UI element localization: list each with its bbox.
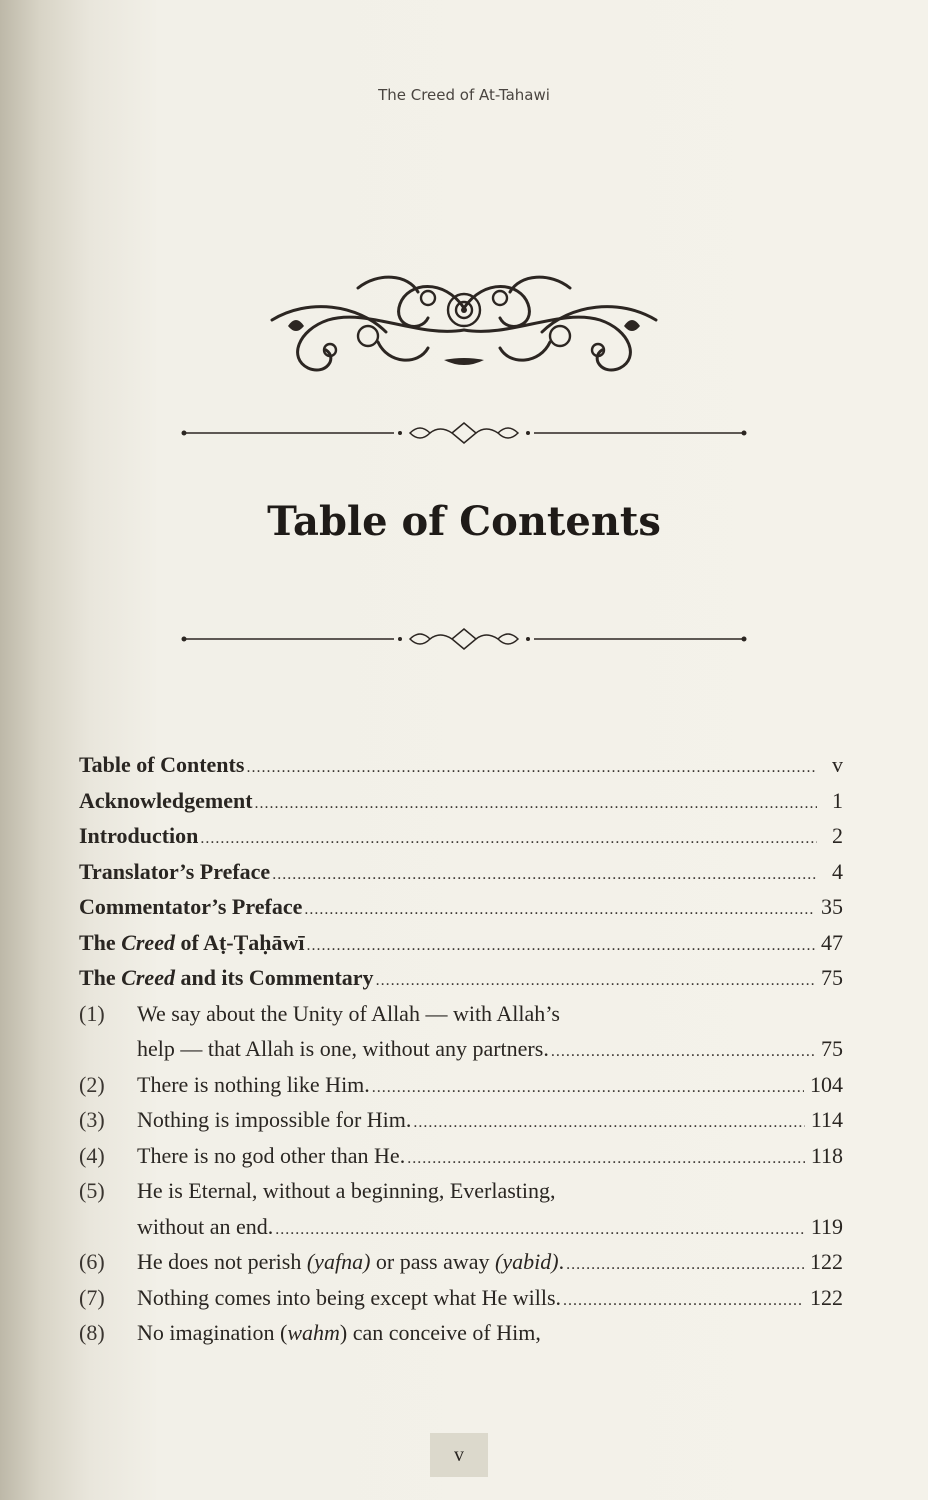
dot-leader: [246, 759, 817, 777]
toc-item[interactable]: [79, 1001, 843, 1037]
toc-entry-label: The Creed of Aṭ-Ṭaḥāwī: [79, 929, 305, 955]
toc-item-page: 119: [810, 1213, 843, 1239]
toc-item-number: (7): [79, 1284, 105, 1310]
toc-item-text: No imagination (wahm) can conceive of Him,: [137, 1320, 541, 1345]
toc-entry-label: Acknowledgement: [79, 787, 253, 813]
toc-item[interactable]: [79, 1178, 843, 1214]
toc-entry[interactable]: [79, 823, 843, 859]
toc-item-continuation[interactable]: [79, 1036, 843, 1072]
toc-item-number: (2): [79, 1071, 105, 1097]
toc-entry-page: 47: [821, 929, 843, 955]
toc-entry-page: 2: [832, 823, 843, 848]
divider-ornament-bottom-icon: [180, 624, 748, 654]
toc-item-number: (1): [79, 1000, 105, 1026]
toc-entry-page: 1: [832, 787, 843, 813]
toc-entry[interactable]: [79, 965, 843, 1001]
toc-entry-label: Commentator’s Preface: [79, 894, 303, 919]
dot-leader: [407, 1150, 805, 1168]
toc-entry-label: Translator’s Preface: [79, 858, 271, 884]
toc-item-page: 104: [810, 1071, 843, 1097]
toc-item[interactable]: [79, 1320, 843, 1356]
toc-item-text: Nothing is impossible for Him.: [137, 1107, 412, 1132]
dot-leader: [275, 1221, 805, 1239]
running-header: The Creed of At-Tahawi: [378, 86, 550, 104]
toc-item-text: Nothing comes into being except what He wills.: [137, 1284, 562, 1310]
toc-entry-page: v: [832, 752, 843, 777]
toc-item-text: We say about the Unity of Allah — with Allah’s: [137, 1000, 560, 1026]
toc-item-continuation[interactable]: [79, 1214, 843, 1250]
divider-ornament-top-icon: [180, 418, 748, 448]
toc-entry[interactable]: [79, 788, 843, 824]
toc-item-number: (5): [79, 1178, 105, 1203]
toc-entry[interactable]: [79, 894, 843, 930]
dot-leader: [272, 866, 817, 884]
dot-leader: [200, 830, 817, 848]
toc-item-page: 122: [810, 1284, 843, 1310]
toc-entry[interactable]: [79, 859, 843, 895]
toc-entry-page: 4: [832, 858, 843, 884]
toc-item[interactable]: [79, 1285, 843, 1321]
dot-leader: [376, 972, 815, 990]
toc-item-text: He does not perish (yafna) or pass away (yabid).: [137, 1249, 565, 1274]
toc-item-number: (4): [79, 1142, 105, 1168]
toc-item-page: 114: [810, 1107, 843, 1132]
page-number: v: [430, 1433, 488, 1477]
toc-item[interactable]: [79, 1143, 843, 1179]
dot-leader: [304, 901, 815, 919]
toc-item[interactable]: [79, 1249, 843, 1285]
toc-item[interactable]: [79, 1107, 843, 1143]
dot-leader: [551, 1043, 815, 1061]
toc-item-number: (8): [79, 1320, 105, 1345]
toc-item-text: help — that Allah is one, without any partners.: [137, 1036, 549, 1061]
toc-entry-label: Table of Contents: [79, 752, 245, 777]
toc-item-page: 122: [810, 1249, 843, 1274]
table-of-contents: [79, 752, 843, 1356]
toc-item-number: (3): [79, 1107, 105, 1132]
toc-item-page: 118: [810, 1142, 843, 1168]
dot-leader: [307, 937, 815, 955]
toc-entry[interactable]: [79, 752, 843, 788]
toc-entry-label: Introduction: [79, 823, 199, 848]
toc-item-text: There is nothing like Him.: [137, 1071, 370, 1097]
toc-entry-page: 35: [821, 894, 843, 919]
toc-item-text: There is no god other than He.: [137, 1142, 406, 1168]
toc-entry-page: 75: [821, 965, 843, 990]
toc-item-text: He is Eternal, without a beginning, Everlasting,: [137, 1178, 556, 1203]
toc-entry-label: The Creed and its Commentary: [79, 965, 374, 990]
toc-item-page: 75: [821, 1036, 843, 1061]
dot-leader: [413, 1114, 804, 1132]
flourish-ornament-icon: [268, 268, 660, 388]
toc-item-number: (6): [79, 1249, 105, 1274]
dot-leader: [566, 1256, 804, 1274]
dot-leader: [563, 1292, 804, 1310]
page-title: Table of Contents: [267, 498, 661, 545]
toc-item[interactable]: [79, 1072, 843, 1108]
toc-item-text: without an end.: [137, 1213, 274, 1239]
dot-leader: [372, 1079, 804, 1097]
toc-entry[interactable]: [79, 930, 843, 966]
dot-leader: [255, 795, 817, 813]
